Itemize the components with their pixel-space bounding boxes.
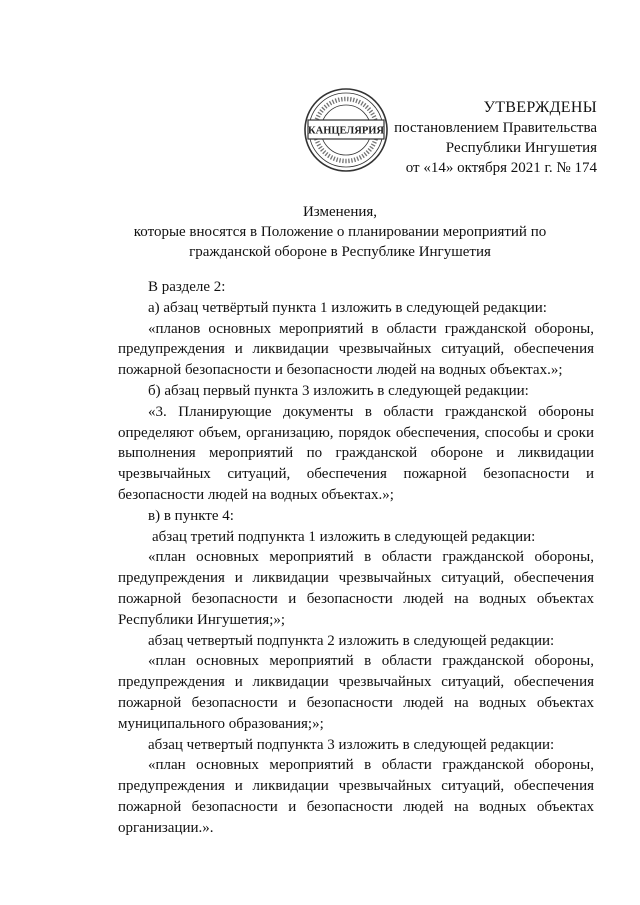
paragraph: «3. Планирующие документы в области гражданской обороны определяют объем, организацию, порядок обеспечения, способы и сроки выполнения мероприятий по гражданской обороне и ликвидации чрезвычайных ситуаций, обеспечения пожарной безопасности и безопасности людей на водных объектах.»; [118, 403, 594, 503]
paragraph: б) абзац первый пункта 3 изложить в следующей редакции: [148, 382, 529, 399]
paragraph: абзац четвертый подпункта 3 изложить в следующей редакции: [148, 736, 555, 753]
paragraph: «планов основных мероприятий в области гражданской обороны, предупреждения и ликвидации чрезвычайных ситуаций, обеспечения пожарной безопасности и безопасности людей на водных объектах.»; [118, 320, 594, 379]
approval-line-1: постановлением Правительства [394, 120, 597, 136]
approval-line-3: от «14» октября 2021 г. № 174 [405, 160, 597, 176]
paragraph: в) в пункте 4: [148, 507, 234, 524]
approval-line-2: Республики Ингушетия [445, 140, 597, 156]
paragraph: абзац четвертый подпункта 2 изложить в следующей редакции: [148, 632, 555, 649]
title-line-3: гражданской обороне в Республике Ингушетия [189, 244, 491, 260]
paragraph: «план основных мероприятий в области гражданской обороны, предупреждения и ликвидации чрезвычайных ситуаций, обеспечения пожарной безопасности и безопасности людей на водных объектах Республики Ингушетия;»; [118, 549, 594, 628]
approval-heading: УТВЕРЖДЕНЫ [483, 99, 597, 116]
stamp-label: КАНЦЕЛЯРИЯ [308, 125, 384, 137]
approval-block [367, 98, 597, 178]
paragraph: а) абзац четвёртый пункта 1 изложить в следующей редакции: [148, 299, 547, 316]
paragraph: В разделе 2: [148, 279, 226, 295]
title-line-2: которые вносятся в Положение о планировании мероприятий по [133, 224, 547, 240]
paragraph: абзац третий подпункта 1 изложить в следующей редакции: [152, 528, 536, 545]
document-body [118, 277, 594, 839]
paragraph: «план основных мероприятий в области гражданской обороны, предупреждения и ликвидации чрезвычайных ситуаций, обеспечения пожарной безопасности и безопасности людей на водных объектах организации.». [118, 757, 594, 836]
title-line-1: Изменения, [302, 204, 378, 220]
paragraph: «план основных мероприятий в области гражданской обороны, предупреждения и ликвидации чрезвычайных ситуаций, обеспечения пожарной безопасности и безопасности людей на водных объектах муниципального образования;»; [118, 653, 594, 732]
document-title [100, 202, 580, 262]
